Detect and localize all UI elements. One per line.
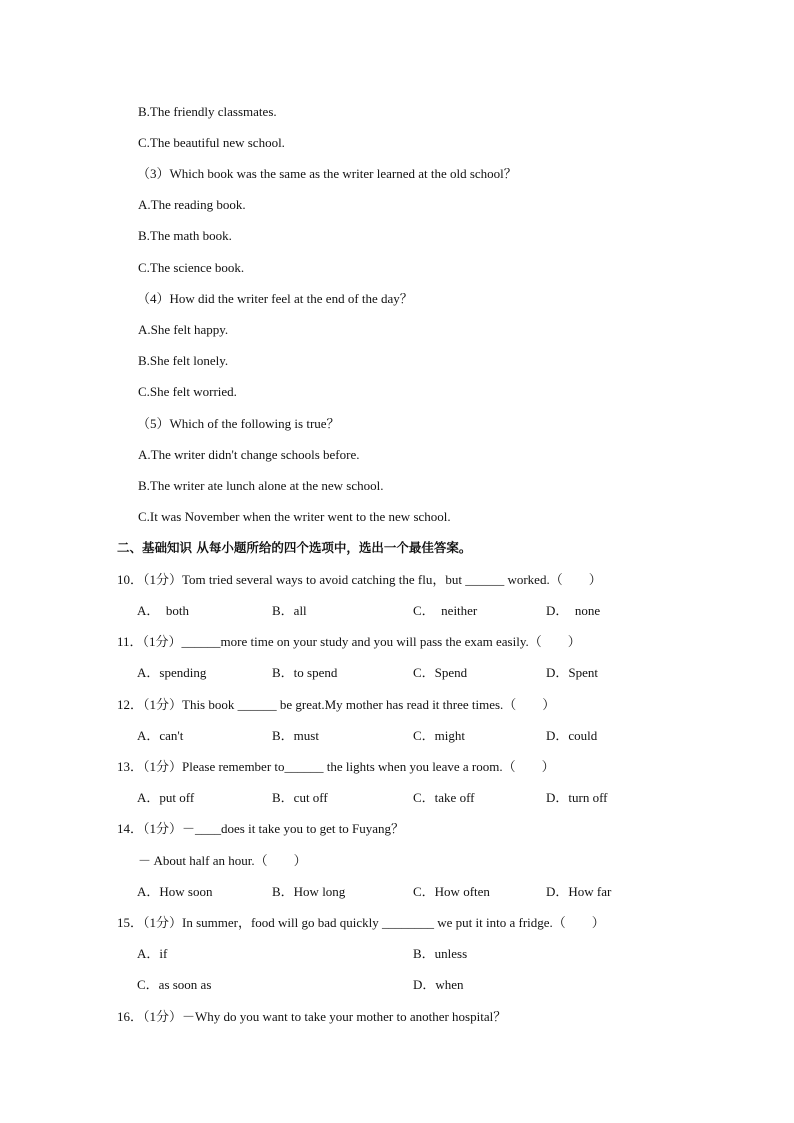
question-stem: 14．（1分）－____does it take you to get to Fuyang？ bbox=[117, 821, 405, 836]
option-b: B．How long bbox=[272, 884, 346, 899]
option-c: C．take off bbox=[413, 790, 475, 805]
option-c: C．How often bbox=[413, 884, 490, 899]
q3-stem: （3）Which book was the same as the writer learned at the old school？ bbox=[137, 166, 517, 181]
q3-option-a: A.The reading book. bbox=[138, 197, 246, 212]
option-b: B．cut off bbox=[272, 790, 328, 805]
question-stem: 13．（1分）Please remember to______ the lights when you leave a room.（ ） bbox=[117, 759, 555, 774]
q5-option-b: B.The writer ate lunch alone at the new school. bbox=[138, 478, 384, 493]
option-d: D．could bbox=[546, 728, 598, 743]
question-stem: 11．（1分）______more time on your study and you will pass the exam easily.（ ） bbox=[117, 634, 581, 649]
q3-option-c: C.The science book. bbox=[138, 260, 245, 275]
option-d: D． none bbox=[546, 603, 601, 618]
q4-option-b: B.She felt lonely. bbox=[138, 353, 229, 368]
option-d: D．when bbox=[413, 977, 464, 992]
q4-stem: （4）How did the writer feel at the end of the day？ bbox=[137, 291, 413, 306]
q4-option-c: C.She felt worried. bbox=[138, 384, 237, 399]
option-a: A．spending bbox=[137, 665, 207, 680]
q4-option-a: A.She felt happy. bbox=[138, 322, 229, 337]
option-b: B．unless bbox=[413, 946, 468, 961]
option-d: D．turn off bbox=[546, 790, 608, 805]
q2-option-b: B.The friendly classmates. bbox=[138, 104, 277, 119]
question-stem: 10．（1分）Tom tried several ways to avoid catching the flu，but ______ worked.（ ） bbox=[117, 572, 602, 587]
q2-option-c: C.The beautiful new school. bbox=[138, 135, 285, 150]
question-stem: 12．（1分）This book ______ be great.My mother has read it three times.（ ） bbox=[117, 697, 556, 712]
option-b: B．to spend bbox=[272, 665, 338, 680]
section-heading: 二、基础知识 从每小题所给的四个选项中，选出一个最佳答案。 bbox=[117, 540, 472, 555]
q5-option-a: A.The writer didn't change schools before. bbox=[138, 447, 360, 462]
question-stem: 15．（1分）In summer，food will go bad quickly ________ we put it into a fridge.（ ） bbox=[117, 915, 605, 930]
option-c: C． neither bbox=[413, 603, 478, 618]
q3-option-b: B.The math book. bbox=[138, 228, 232, 243]
option-d: D．How far bbox=[546, 884, 612, 899]
option-c: C．might bbox=[413, 728, 466, 743]
q5-stem: （5）Which of the following is true？ bbox=[137, 416, 340, 431]
option-c: C．as soon as bbox=[137, 977, 212, 992]
option-a: A．can't bbox=[137, 728, 184, 743]
option-a: A．How soon bbox=[137, 884, 213, 899]
q5-option-c: C.It was November when the writer went to the new school. bbox=[138, 509, 451, 524]
option-c: C．Spend bbox=[413, 665, 468, 680]
option-b: B．must bbox=[272, 728, 319, 743]
question-stem: 16．（1分）－Why do you want to take your mother to another hospital？ bbox=[117, 1009, 507, 1024]
option-a: A． both bbox=[137, 603, 190, 618]
option-d: D．Spent bbox=[546, 665, 599, 680]
question-stem-reply: － About half an hour.（ ） bbox=[138, 853, 307, 868]
option-b: B．all bbox=[272, 603, 307, 618]
option-a: A．if bbox=[137, 946, 168, 961]
option-a: A．put off bbox=[137, 790, 195, 805]
